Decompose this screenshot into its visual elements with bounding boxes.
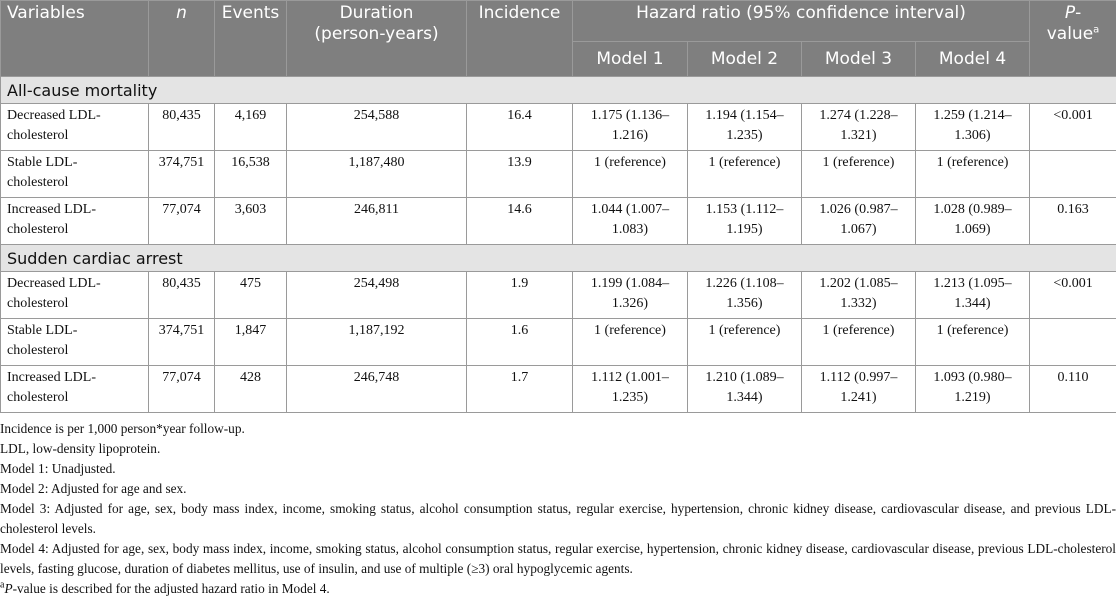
cell-n: [149, 319, 215, 366]
cell-model-2-line: 1.226 (1.108–: [705, 276, 784, 291]
header-pvalue: [1030, 1, 1116, 77]
cell-events-line: 1,847: [234, 323, 267, 338]
cell-events-line: 16,538: [231, 155, 270, 170]
cell-variable: [1, 319, 149, 366]
footnote-sup: a: [0, 579, 5, 591]
cell-events: [215, 319, 287, 366]
cell-duration-line: 246,811: [354, 202, 399, 217]
cell-pvalue-line: <0.001: [1053, 108, 1093, 123]
cell-variable-line: Increased LDL-: [7, 370, 97, 385]
cell-model-4-line: 1.306): [954, 128, 991, 143]
cell-model-3: [802, 319, 916, 366]
footnote-text: -value is described for the adjusted hazard ratio in Model 4.: [12, 581, 330, 596]
cell-model-3: [802, 366, 916, 413]
cell-model-2-line: 1.153 (1.112–: [705, 202, 784, 217]
cell-model-4: [916, 272, 1030, 319]
cell-pvalue: [1030, 319, 1116, 366]
cell-duration: [287, 366, 467, 413]
header-hazard-ratio: Hazard ratio (95% confidence interval): [573, 1, 1030, 42]
cell-model-3-line: 1.026 (0.987–: [819, 202, 898, 217]
cell-model-2-line: 1.194 (1.154–: [705, 108, 784, 123]
cell-pvalue-line: 0.110: [1057, 370, 1089, 385]
cell-model-2: [688, 151, 802, 198]
header-pvalue-p: P: [1064, 3, 1076, 23]
cell-model-3: [802, 104, 916, 151]
cell-model-4: [916, 198, 1030, 245]
note-incidence: Incidence is per 1,000 person*year follow-up.: [0, 421, 245, 436]
cell-model-2: [688, 272, 802, 319]
note-model-4: Model 4: Adjusted for age, sex, body mass index, income, smoking status, alcohol consumption status, regular exercise, hypertension, chronic kidney disease, cardiovascular disease, previous LDL-cholesterol levels, fasting glucose, duration of diabetes mellitus, use of insulin, and use of multiple (≥3) oral hypoglycemic agents.: [0, 541, 1116, 576]
cell-model-4-line: 1.344): [954, 296, 991, 311]
header-model-2: Model 2: [688, 42, 802, 77]
cell-n: [149, 151, 215, 198]
cell-model-4-line: 1.093 (0.980–: [933, 370, 1012, 385]
cell-incidence: [467, 272, 573, 319]
table-row: [1, 104, 1116, 151]
header-incidence: Incidence: [467, 1, 573, 77]
cell-duration-line: 1,187,480: [348, 155, 405, 170]
cell-model-4-line: 1 (reference): [936, 155, 1009, 170]
cell-variable: [1, 151, 149, 198]
cell-duration-line: 246,748: [353, 370, 400, 385]
cell-duration-line: 1,187,192: [348, 323, 405, 338]
cell-model-1-line: 1.326): [611, 296, 649, 311]
cell-variable-line: cholesterol: [7, 128, 69, 143]
cell-model-2-line: 1 (reference): [708, 323, 781, 338]
note-ldl: LDL, low-density lipoprotein.: [0, 441, 161, 456]
cell-variable-line: cholesterol: [7, 343, 69, 358]
note-model-1: Model 1: Unadjusted.: [0, 461, 116, 476]
cell-incidence-line: 16.4: [507, 108, 532, 123]
cell-pvalue: [1030, 366, 1116, 413]
section-title: All-cause mortality: [1, 77, 1116, 104]
cell-variable-line: Decreased LDL-: [7, 276, 101, 291]
header-model-3: Model 3: [802, 42, 916, 77]
cell-model-1: [573, 319, 688, 366]
cell-n: [149, 198, 215, 245]
cell-events-line: 4,169: [234, 108, 267, 123]
table-row: [1, 366, 1116, 413]
cell-model-1: [573, 366, 688, 413]
header-model-4: Model 4: [916, 42, 1030, 77]
cell-model-2: [688, 319, 802, 366]
cell-variable: [1, 198, 149, 245]
cell-n: [149, 104, 215, 151]
cell-n: [149, 366, 215, 413]
note-model-3: Model 3: Adjusted for age, sex, body mass index, income, smoking status, alcohol consumption status, regular exercise, hypertension, chronic kidney disease, cardiovascular disease, and previous LDL-cholesterol levels.: [0, 501, 1116, 536]
header-duration-line2: (person-years): [314, 24, 439, 44]
cell-model-1-line: 1.112 (1.001–: [591, 370, 669, 385]
cell-model-2-line: 1.344): [726, 390, 763, 405]
header-pvalue-word: value: [1046, 24, 1094, 44]
cell-model-1-line: 1.199 (1.084–: [590, 276, 670, 291]
cell-model-2: [688, 104, 802, 151]
cell-model-3: [802, 198, 916, 245]
cell-variable-line: cholesterol: [7, 222, 69, 237]
cell-model-4-line: 1.259 (1.214–: [933, 108, 1012, 123]
cell-events-line: 428: [240, 370, 261, 385]
cell-duration: [287, 272, 467, 319]
table-row: [1, 319, 1116, 366]
header-duration-line1: Duration: [339, 3, 414, 23]
cell-model-4-line: 1.213 (1.095–: [933, 276, 1012, 291]
footnote-p: P: [4, 581, 13, 596]
cell-variable: [1, 272, 149, 319]
table-row: [1, 151, 1116, 198]
header-duration: [287, 1, 467, 77]
cell-n-line: 374,751: [158, 155, 205, 170]
cell-model-3-line: 1.067): [840, 222, 877, 237]
cell-model-2-line: 1.210 (1.089–: [705, 370, 784, 385]
header-events: Events: [215, 1, 287, 77]
cell-n-line: 77,074: [162, 202, 201, 217]
cell-model-1-line: 1 (reference): [594, 323, 666, 338]
cell-model-3-line: 1 (reference): [822, 155, 895, 170]
cell-variable-line: cholesterol: [7, 390, 69, 405]
cell-variable-line: Stable LDL-: [7, 323, 78, 338]
cell-model-4: [916, 319, 1030, 366]
cell-model-4-line: 1.028 (0.989–: [933, 202, 1012, 217]
note-footnote-a: [0, 579, 1116, 599]
cell-variable-line: cholesterol: [7, 296, 69, 311]
cell-variable-line: Increased LDL-: [7, 202, 97, 217]
table-row: [1, 272, 1116, 319]
cell-variable-line: Stable LDL-: [7, 155, 78, 170]
cell-model-3-line: 1.332): [840, 296, 877, 311]
cell-incidence-line: 1.6: [510, 323, 529, 338]
cell-pvalue-line: <0.001: [1053, 276, 1093, 291]
cell-duration-line: 254,498: [353, 276, 400, 291]
cell-incidence-line: 14.6: [507, 202, 532, 217]
cell-model-2-line: 1.356): [726, 296, 763, 311]
cell-incidence-line: 1.7: [510, 370, 529, 385]
cell-model-4-line: 1.219): [954, 390, 991, 405]
cell-model-3: [802, 272, 916, 319]
cell-n-line: 374,751: [158, 323, 205, 338]
table-notes: [0, 413, 1116, 599]
cell-n: [149, 272, 215, 319]
cell-n-line: 80,435: [162, 276, 201, 291]
cell-model-4-line: 1 (reference): [936, 323, 1009, 338]
cell-incidence: [467, 151, 573, 198]
section-row: [1, 77, 1116, 104]
cell-model-1-line: 1 (reference): [594, 155, 666, 170]
cell-model-1: [573, 272, 688, 319]
cell-variable: [1, 366, 149, 413]
cell-n-line: 80,435: [162, 108, 201, 123]
cell-duration: [287, 151, 467, 198]
cell-model-4: [916, 366, 1030, 413]
cell-model-3: [802, 151, 916, 198]
section-title: Sudden cardiac arrest: [1, 245, 1116, 272]
cell-variable-line: Decreased LDL-: [7, 108, 101, 123]
cell-model-1: [573, 104, 688, 151]
cell-events: [215, 151, 287, 198]
cell-events: [215, 366, 287, 413]
note-model-2: Model 2: Adjusted for age and sex.: [0, 481, 187, 496]
cell-model-2: [688, 198, 802, 245]
cell-incidence: [467, 104, 573, 151]
cell-model-3-line: 1.274 (1.228–: [819, 108, 898, 123]
cell-incidence: [467, 198, 573, 245]
cell-model-1-line: 1.044 (1.007–: [590, 202, 670, 217]
cell-model-2-line: 1.195): [726, 222, 763, 237]
cell-model-1-line: 1.235): [611, 390, 649, 405]
cell-duration: [287, 319, 467, 366]
cell-model-2: [688, 366, 802, 413]
cell-incidence: [467, 366, 573, 413]
cell-model-1: [573, 151, 688, 198]
cell-duration: [287, 198, 467, 245]
section-row: [1, 245, 1116, 272]
header-n: n: [149, 1, 215, 77]
cell-model-4: [916, 104, 1030, 151]
cell-model-3-line: 1.202 (1.085–: [819, 276, 898, 291]
cell-model-4-line: 1.069): [954, 222, 991, 237]
cell-model-1: [573, 198, 688, 245]
cell-pvalue: [1030, 104, 1116, 151]
header-variables: Variables: [1, 1, 149, 77]
header-model-1: Model 1: [573, 42, 688, 77]
cell-model-1-line: 1.216): [611, 128, 649, 143]
cell-variable: [1, 104, 149, 151]
table-header: [1, 1, 1116, 77]
header-pvalue-dash: -: [1075, 3, 1082, 23]
cell-model-1-line: 1.175 (1.136–: [590, 108, 670, 123]
cell-n-line: 77,074: [162, 370, 201, 385]
cell-variable-line: cholesterol: [7, 175, 69, 190]
cell-pvalue: [1030, 272, 1116, 319]
cell-events-line: 475: [240, 276, 261, 291]
cell-model-2-line: 1.235): [726, 128, 763, 143]
cell-events-line: 3,603: [234, 202, 267, 217]
cell-pvalue: [1030, 198, 1116, 245]
cell-duration-line: 254,588: [353, 108, 400, 123]
table-row: [1, 198, 1116, 245]
cell-duration: [287, 104, 467, 151]
cell-model-4: [916, 151, 1030, 198]
cell-model-3-line: 1.241): [840, 390, 877, 405]
cell-events: [215, 104, 287, 151]
cell-events: [215, 198, 287, 245]
cell-model-2-line: 1 (reference): [708, 155, 781, 170]
cell-incidence-line: 13.9: [507, 155, 532, 170]
cell-model-3-line: 1.321): [840, 128, 877, 143]
cell-model-3-line: 1.112 (0.997–: [819, 370, 898, 385]
cell-incidence-line: 1.9: [510, 276, 529, 291]
cell-model-3-line: 1 (reference): [822, 323, 895, 338]
table-body: [1, 77, 1116, 413]
cell-incidence: [467, 319, 573, 366]
cell-events: [215, 272, 287, 319]
cell-model-1-line: 1.083): [611, 222, 649, 237]
header-pvalue-sup: a: [1093, 24, 1100, 36]
cell-pvalue-line: 0.163: [1057, 202, 1089, 217]
cell-pvalue: [1030, 151, 1116, 198]
